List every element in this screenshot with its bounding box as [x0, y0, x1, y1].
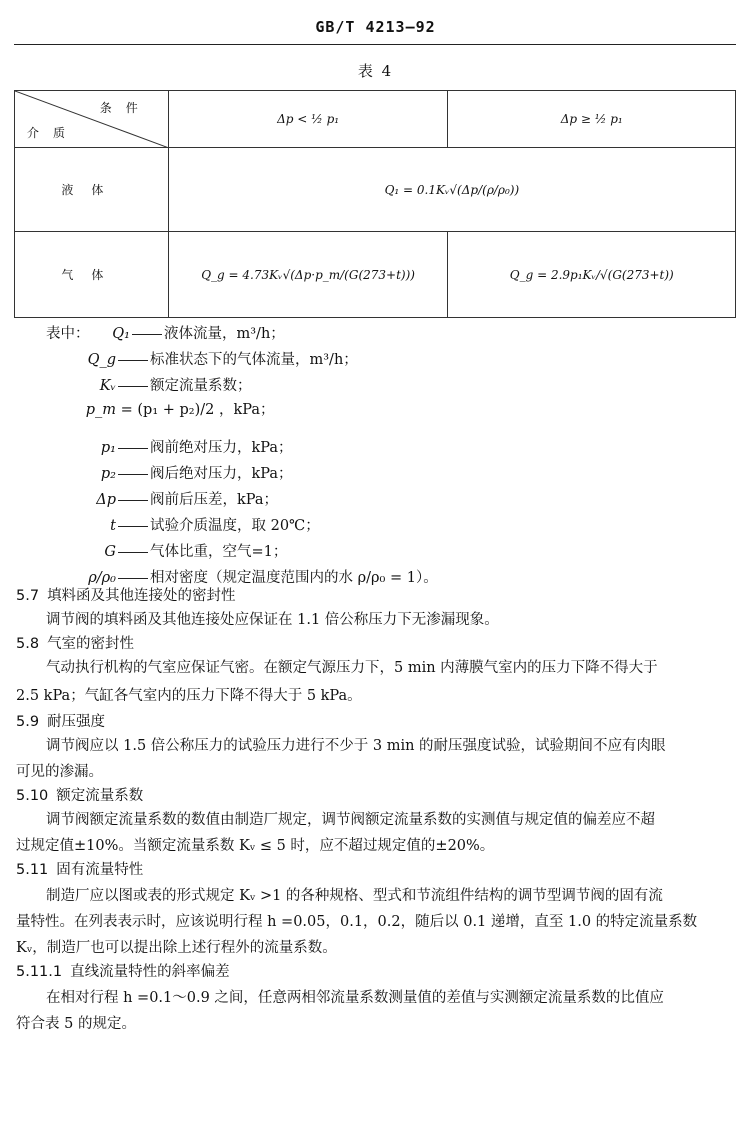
legend-dash [118, 386, 148, 387]
section-text-line: Kᵥ，制造厂也可以提出除上述行程外的流量系数。 [16, 940, 337, 956]
legend-description: 气体比重，空气=1； [150, 544, 288, 560]
section-text-line: 调节阀额定流量系数的数值由制造厂规定，调节阀额定流量系数的实测值与规定值的偏差应不超 [46, 812, 655, 828]
legend-symbol: Q₁ [112, 326, 130, 342]
gas-label: 气体 [61, 268, 122, 282]
table-4 [14, 90, 736, 318]
section-title: 额定流量系数 [56, 788, 144, 804]
section-text-line: 2.5 kPa；气缸各气室内的压力下降不得大于 5 kPa。 [16, 688, 362, 704]
section-heading [16, 960, 230, 981]
legend-description: 标准状态下的气体流量，m³/h； [150, 352, 358, 368]
section-text-line: 调节阀应以 1.5 倍公称压力的试验压力进行不少于 3 min 的耐压强度试验，试验期间不应有肉眼 [46, 738, 666, 754]
section-title: 填料函及其他连接处的密封性 [47, 588, 236, 604]
gas-formula-low-cell [168, 232, 448, 318]
col-header-high-dp [448, 91, 736, 148]
liquid-label: 液体 [61, 183, 122, 197]
gas-formula-low: Q_g = 4.73Kᵥ√(Δp·p_m/(G(273+t))) [201, 267, 415, 282]
legend-symbol: ρ/ρ₀ [88, 570, 116, 586]
table-corner-cell [15, 91, 169, 148]
legend-intro-text: 表中： [46, 326, 90, 342]
legend-row [46, 374, 252, 395]
section-text-line: 制造厂应以图或表的形式规定 Kᵥ >1 的各种规格、型式和节流组件结构的调节型调节阀的固有流 [46, 888, 663, 904]
legend-symbol: Δp [96, 492, 116, 508]
section-text-line: 过规定值±10%。当额定流量系数 Kᵥ ≤ 5 时，应不超过规定值的±20%。 [16, 838, 495, 854]
legend-symbol: t [110, 518, 116, 534]
section-heading [16, 858, 143, 879]
legend-dash [118, 448, 148, 449]
legend-dash [118, 526, 148, 527]
section-title: 气室的密封性 [47, 636, 135, 652]
section-text-line: 气动执行机构的气室应保证气密。在额定气源压力下，5 min 内薄膜气室内的压力下降不得大于 [46, 660, 658, 676]
section-number: 5.10 [16, 788, 49, 804]
row-label-gas [15, 232, 169, 318]
corner-medium-label: 介质 [27, 126, 80, 140]
legend-row [46, 462, 293, 483]
section-text-line: 符合表 5 的规定。 [16, 1016, 136, 1032]
legend-dash [118, 360, 148, 361]
legend-row [46, 540, 287, 561]
legend-description: 试验介质温度，取 20℃； [150, 518, 320, 534]
section-number: 5.8 [16, 636, 40, 652]
legend-dash [118, 578, 148, 579]
section-number: 5.11 [16, 862, 49, 878]
legend-dash [118, 474, 148, 475]
col1-condition: Δp < ½ p₁ [277, 112, 340, 126]
gas-formula-high: Q_g = 2.9p₁Kᵥ/√(G(273+t)) [509, 267, 674, 282]
legend-dash [132, 334, 162, 335]
legend-row [60, 322, 285, 343]
section-text-line: 可见的渗漏。 [16, 764, 103, 780]
legend-row [46, 514, 320, 535]
legend-description: 阀前后压差，kPa； [150, 492, 279, 508]
equals-sign: = [116, 402, 138, 418]
col2-condition: Δp ≥ ½ p₁ [560, 112, 623, 126]
legend-description: 液体流量，m³/h； [164, 326, 285, 342]
legend-row [46, 348, 358, 369]
section-number: 5.9 [16, 714, 40, 730]
section-number: 5.7 [16, 588, 40, 604]
liquid-formula: Q₁ = 0.1Kᵥ√(Δp/(ρ/ρ₀)) [384, 182, 520, 197]
row-label-liquid [15, 148, 169, 232]
legend-dash [118, 500, 148, 501]
legend-symbol: p_m [85, 402, 116, 418]
legend-symbol: p₂ [100, 466, 116, 482]
legend-description: (p₁ + p₂)/2 ，kPa； [137, 402, 275, 418]
liquid-formula-cell [168, 148, 735, 232]
corner-condition-label: 条件 [99, 101, 152, 115]
gas-formula-high-cell [448, 232, 736, 318]
legend-symbol: p₁ [100, 440, 116, 456]
section-title: 固有流量特性 [56, 862, 144, 878]
legend-dash [118, 552, 148, 553]
legend-description: 相对密度（规定温度范围内的水 ρ/ρ₀ = 1）。 [150, 570, 438, 586]
legend-row [46, 488, 278, 509]
legend-symbol: Q_g [87, 352, 116, 368]
col-header-low-dp [168, 91, 448, 148]
legend-description: 额定流量系数； [150, 378, 252, 394]
section-heading [16, 710, 105, 731]
section-number: 5.11.1 [16, 964, 63, 980]
page-header: GB/T 4213—92 [315, 18, 436, 36]
table-title: 表 4 [357, 62, 394, 80]
section-text-line: 量特性。在列表表示时，应该说明行程 h =0.05，0.1，0.2，随后以 0.1 递增，直至 1.0 的特定流量系数 [16, 914, 698, 930]
section-heading [16, 784, 143, 805]
legend-description: 阀后绝对压力，kPa； [150, 466, 293, 482]
legend-row [46, 436, 293, 457]
section-text-line: 调节阀的填料函及其他连接处应保证在 1.1 倍公称压力下无渗漏现象。 [46, 612, 499, 628]
section-title: 耐压强度 [47, 714, 106, 730]
legend-symbol: Kᵥ [99, 378, 116, 394]
section-text-line: 在相对行程 h =0.1～0.9 之间，任意两相邻流量系数测量值的差值与实测额定流量系数的比值应 [46, 990, 664, 1006]
legend-row [46, 398, 275, 419]
legend-description: 阀前绝对压力，kPa； [150, 440, 293, 456]
section-title: 直线流量特性的斜率偏差 [70, 964, 230, 980]
header-rule [14, 44, 736, 45]
section-heading [16, 632, 134, 653]
section-heading [16, 584, 236, 605]
legend-symbol: G [104, 544, 116, 560]
